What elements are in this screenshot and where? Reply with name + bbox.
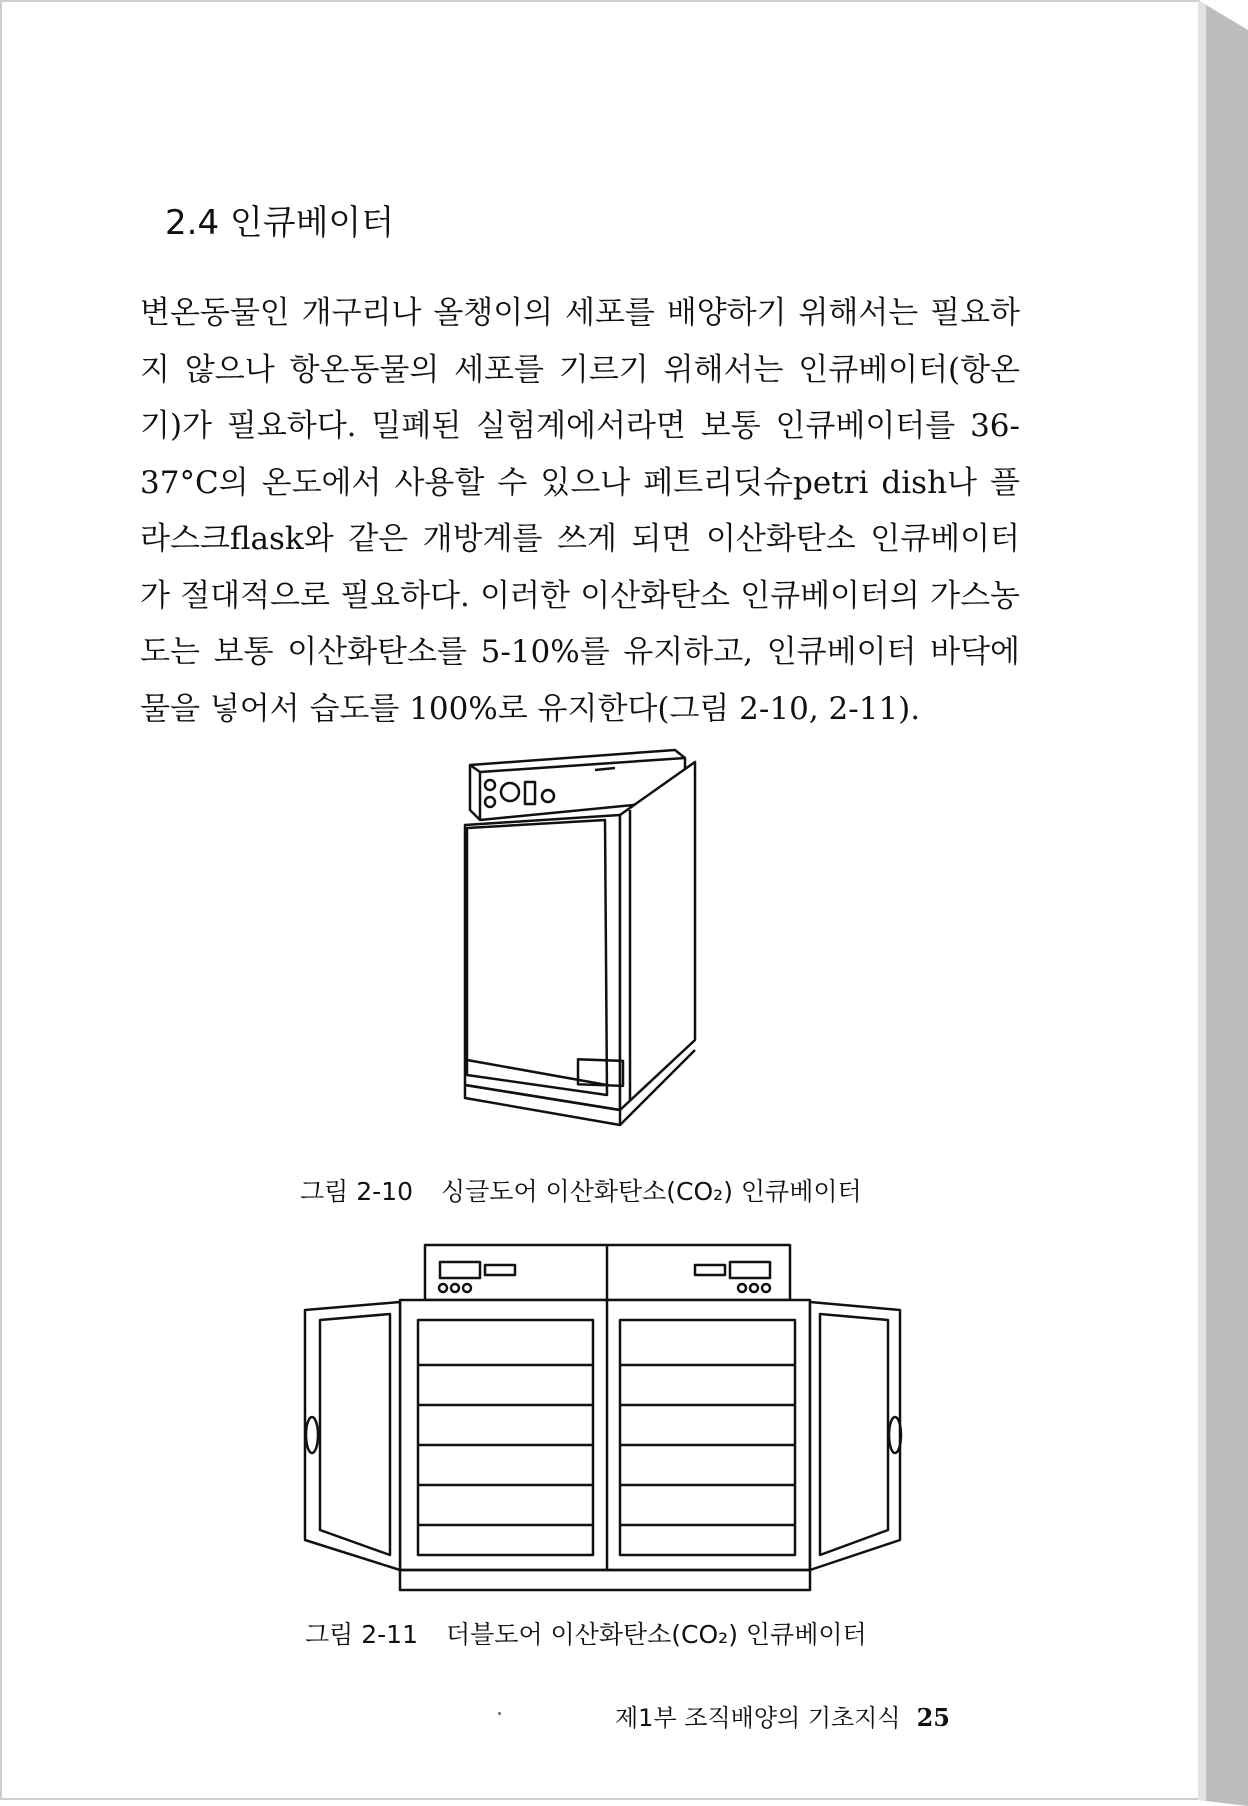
figure-number: 그림 2-10	[300, 1177, 413, 1206]
body-paragraph: 변온동물인 개구리나 올챙이의 세포를 배양하기 위해서는 필요하지 않으나 항온동물의 세포를 기르기 위해서는 인큐베이터(항온기)가 필요하다. 밀폐된 실험계에서라면 보통 인큐베이터를 36-37°C의 온도에서 사용할 수 있으나 페트리딧슈petri dish나 플라스크flask와 같은 개방계를 쓰게 되면 이산화탄소 인큐베이터가 절대적으로 필요하다. 이러한 이산화탄소 인큐베이터의 가스농도는 보통 이산화탄소를 5-10%를 유지하고, 인큐베이터 바닥에 물을 넣어서 습도를 100%로 유지한다(그림 2-10, 2-11).	[140, 295, 1020, 727]
figure-2-11-caption	[305, 1615, 867, 1651]
figure-caption-text: 더블도어 이산화탄소(CO₂) 인큐베이터	[446, 1620, 867, 1649]
single-door-incubator-illustration	[455, 740, 725, 1160]
figure-2-10-caption	[300, 1172, 862, 1208]
speck	[498, 1712, 501, 1715]
running-footer-text: 제1부 조직배양의 기초지식	[615, 1704, 901, 1732]
page-number: 25	[916, 1703, 950, 1732]
section-title: 2.4 인큐베이터	[165, 203, 395, 243]
page-footer	[615, 1698, 950, 1733]
double-door-incubator-illustration	[300, 1240, 905, 1600]
figure-number: 그림 2-11	[305, 1620, 418, 1649]
page-edge	[1198, 0, 1248, 1806]
figure-caption-text: 싱글도어 이산화탄소(CO₂) 인큐베이터	[441, 1177, 862, 1206]
